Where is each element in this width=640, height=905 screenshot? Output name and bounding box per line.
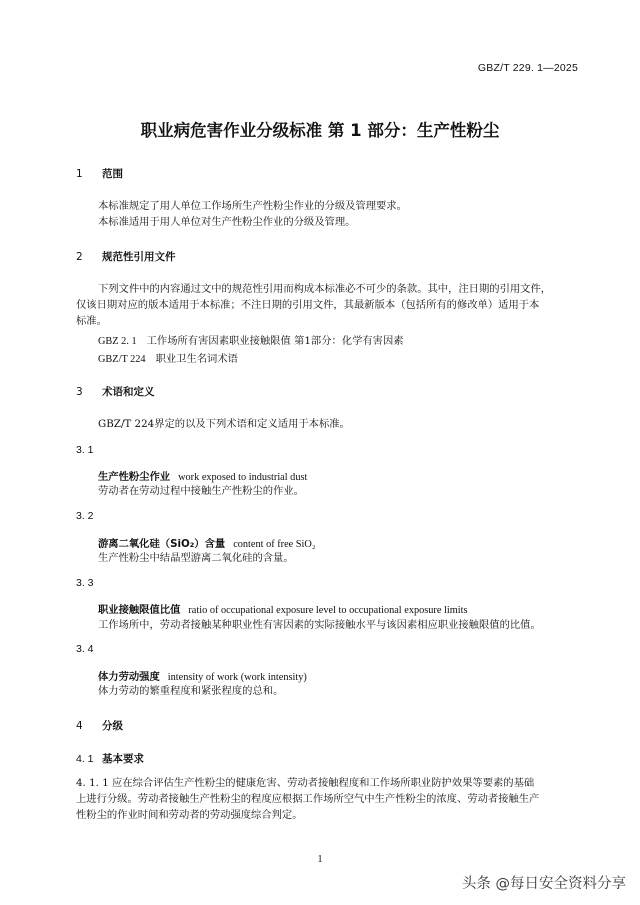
section-title: 规范性引用文件 xyxy=(102,251,176,263)
term-chinese: 体力劳动强度 xyxy=(98,671,160,683)
section-number: 4 xyxy=(76,720,83,732)
section-heading-terms xyxy=(76,384,155,399)
subsection-heading xyxy=(76,751,144,766)
reference-title: 职业卫生名词术语 xyxy=(155,353,238,365)
term-number: 3. 3 xyxy=(76,577,94,589)
reference-code: GBZ/T 224 xyxy=(98,354,146,365)
term-heading xyxy=(98,668,307,683)
watermark: 头条 @每日安全资料分享 xyxy=(461,876,626,892)
term-definition: 生产性粉尘中结晶型游离二氧化硅的含量。 xyxy=(98,552,294,564)
paragraph-line: 仅该日期对应的版本适用于本标准；不注日期的引用文件，其最新版本（包括所有的修改单）适用于本 xyxy=(76,299,540,311)
section-number: 3 xyxy=(76,386,83,398)
section-number: 1 xyxy=(76,168,83,180)
term-chinese: 职业接触限值比值 xyxy=(98,604,181,616)
term-number: 3. 1 xyxy=(76,444,94,456)
paragraph-line: 标准。 xyxy=(76,315,107,327)
term-heading xyxy=(98,468,307,483)
paragraph-line: 性粉尘的作业时间和劳动者的劳动强度综合判定。 xyxy=(76,809,303,821)
page-title: 职业病危害作业分级标准 第 1 部分：生产性粉尘 xyxy=(140,121,500,140)
term-heading xyxy=(98,601,467,616)
section-heading-classification xyxy=(76,718,123,733)
term-number: 3. 4 xyxy=(76,643,94,655)
term-english: work exposed to industrial dust xyxy=(178,472,308,483)
term-english: intensity of work (work intensity) xyxy=(167,672,307,683)
section-title: 术语和定义 xyxy=(102,386,155,398)
document-code: GBZ/T 229. 1—2025 xyxy=(477,62,578,74)
reference-code: GBZ 2. 1 xyxy=(98,336,137,347)
paragraph-line: 下列文件中的内容通过文中的规范性引用而构成本标准必不可少的条款。其中，注日期的引用文件， xyxy=(98,283,552,295)
paragraph: GBZ/T 224界定的以及下列术语和定义适用于本标准。 xyxy=(98,418,350,430)
term-english: content of free SiO₂ xyxy=(233,539,316,550)
term-number: 3. 2 xyxy=(76,510,94,522)
term-definition: 体力劳动的繁重程度和紧张程度的总和。 xyxy=(98,685,284,697)
paragraph: 本标准规定了用人单位工作场所生产性粉尘作业的分级及管理要求。 xyxy=(98,200,407,212)
section-number: 2 xyxy=(76,251,83,263)
reference-item xyxy=(98,350,238,365)
page-number: 1 xyxy=(317,854,323,865)
term-heading xyxy=(98,535,315,550)
paragraph-line: 4. 1. 1 应在综合评估生产性粉尘的健康危害、劳动者接触程度和工作场所职业防护效果等要素的基础 xyxy=(76,777,535,789)
section-title: 范围 xyxy=(102,168,123,180)
term-definition: 工作场所中，劳动者接触某种职业性有害因素的实际接触水平与该因素相应职业接触限值的比值。 xyxy=(98,619,541,631)
paragraph: 本标准适用于用人单位对生产性粉尘作业的分级及管理。 xyxy=(98,216,356,228)
section-title: 分级 xyxy=(102,720,123,732)
term-definition: 劳动者在劳动过程中接触生产性粉尘的作业。 xyxy=(98,485,304,497)
reference-title: 工作场所有害因素职业接触限值 第1部分：化学有害因素 xyxy=(146,335,404,347)
term-chinese: 生产性粉尘作业 xyxy=(98,471,171,483)
section-heading-scope xyxy=(76,166,123,181)
paragraph-line: 上进行分级。劳动者接触生产性粉尘的程度应根据工作场所空气中生产性粉尘的浓度、劳动者接触生产 xyxy=(76,793,540,805)
subsection-number: 4. 1 xyxy=(76,753,94,765)
section-heading-normative-refs xyxy=(76,249,176,264)
term-english: ratio of occupational exposure level to occupational exposure limits xyxy=(188,605,468,616)
subsection-title: 基本要求 xyxy=(102,753,144,765)
reference-item xyxy=(98,332,404,347)
term-chinese: 游离二氧化硅（SiO₂）含量 xyxy=(98,538,226,550)
